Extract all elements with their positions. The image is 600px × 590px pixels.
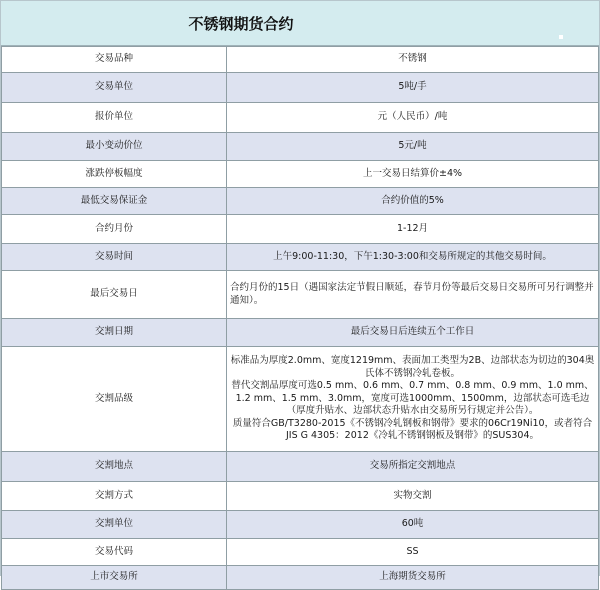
row-label: 交易代码 (2, 539, 227, 566)
table-row (2, 347, 599, 452)
row-value: SS (227, 539, 599, 566)
table-row (2, 452, 599, 482)
table-row (2, 47, 599, 73)
table-row (2, 271, 599, 319)
table-row (2, 103, 599, 133)
row-label: 交易单位 (2, 73, 227, 103)
table-row (2, 73, 599, 103)
row-value (227, 347, 599, 452)
table-row (2, 244, 599, 271)
page-title: 不锈钢期货合约 (188, 14, 294, 33)
row-value: 合约价值的5% (227, 188, 599, 215)
row-value: 实物交割 (227, 482, 599, 511)
row-label: 交割地点 (2, 452, 227, 482)
row-value: 不锈钢 (227, 47, 599, 73)
grade-standard-text: 标准品为厚度2.0mm、宽度1219mm、表面加工类型为2B、边部状态为切边的304奥氏体不锈钢冷轧卷板。 (230, 355, 595, 379)
table-row (2, 539, 599, 566)
row-label: 最小变动价位 (2, 133, 227, 161)
contract-table (1, 46, 599, 590)
table-row (2, 482, 599, 511)
table-row (2, 566, 599, 590)
row-label: 交割单位 (2, 511, 227, 539)
table-row (2, 215, 599, 244)
row-value: 上海期货交易所 (227, 566, 599, 590)
row-value: 合约月份的15日（遇国家法定节假日顺延，春节月份等最后交易日交易所可另行调整并通知）。 (227, 271, 599, 319)
row-value: 交易所指定交割地点 (227, 452, 599, 482)
row-label: 涨跌停板幅度 (2, 161, 227, 188)
row-label: 交易品种 (2, 47, 227, 73)
title-mark (559, 35, 563, 39)
row-value: 最后交易日后连续五个工作日 (227, 319, 599, 347)
row-label: 报价单位 (2, 103, 227, 133)
row-value: 元（人民币）/吨 (227, 103, 599, 133)
row-label: 交割方式 (2, 482, 227, 511)
title-bar (1, 1, 599, 46)
row-label: 最低交易保证金 (2, 188, 227, 215)
table-row (2, 161, 599, 188)
table-row (2, 511, 599, 539)
row-value: 上一交易日结算价±4% (227, 161, 599, 188)
row-value: 5吨/手 (227, 73, 599, 103)
row-label: 交易时间 (2, 244, 227, 271)
row-value: 60吨 (227, 511, 599, 539)
row-label: 合约月份 (2, 215, 227, 244)
table-row (2, 188, 599, 215)
row-value: 5元/吨 (227, 133, 599, 161)
row-value: 上午9:00-11:30，下午1:30-3:00和交易所规定的其他交易时间。 (227, 244, 599, 271)
grade-quality-text: 质量符合GB/T3280-2015《不锈钢冷轧钢板和钢带》要求的06Cr19Ni10，或者符合JIS G 4305：2012《冷轧不锈钢钢板及钢带》的SUS304。 (232, 417, 593, 442)
table-row (2, 319, 599, 347)
row-label: 交割日期 (2, 319, 227, 347)
table-row (2, 133, 599, 161)
row-value: 1-12月 (227, 215, 599, 244)
row-label: 最后交易日 (2, 271, 227, 319)
row-label: 交割品级 (2, 347, 227, 452)
row-label: 上市交易所 (2, 566, 227, 590)
grade-substitute-text: 替代交割品厚度可选0.5 mm、0.6 mm、0.7 mm、0.8 mm、0.9 mm、1.0 mm、1.2 mm、1.5 mm、3.0mm，宽度可选1000mm、1500mm，边部状态可选毛边（厚度升贴水、边部状态升贴水由交易所另行规定并公告）。 (231, 380, 594, 417)
